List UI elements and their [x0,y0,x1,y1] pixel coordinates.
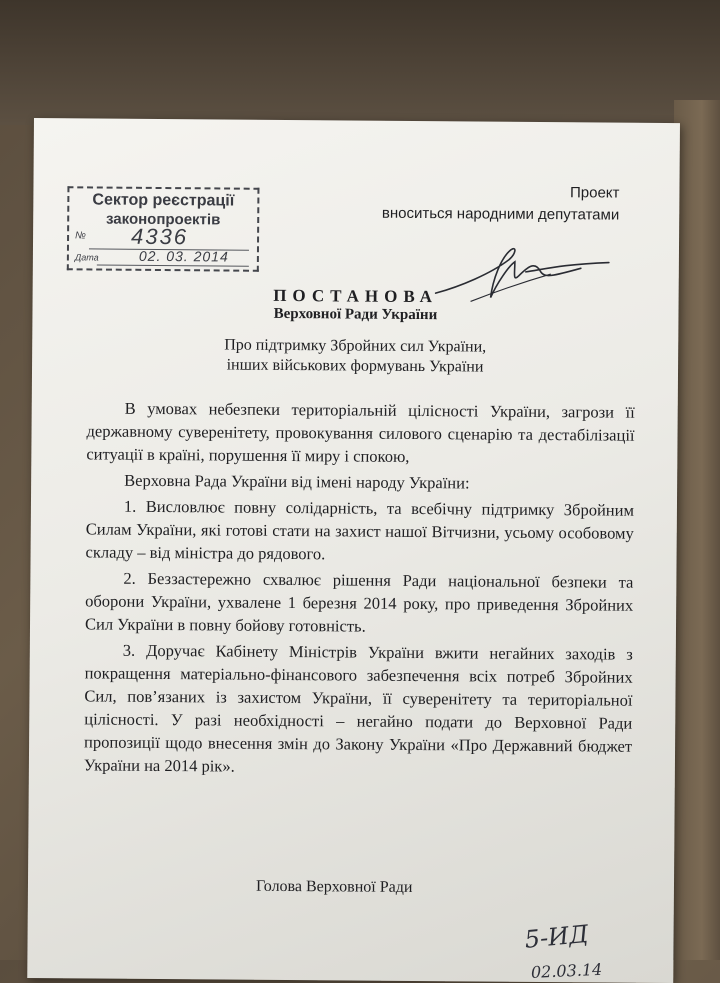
table-background-top [0,0,720,125]
document-topic [32,334,678,379]
stamp-date-rule [97,264,249,266]
project-submitter: вноситься народними депутатами [381,204,620,224]
stamp-number: 4336 [130,223,189,250]
stamp-subtitle: законопроектів [106,210,221,229]
handnote-line-1: 5-ИД [523,919,590,954]
handnote-line-2: 02.03.14 [530,959,603,982]
topic-line-2: інших військових формувань України [226,356,484,376]
stamp-date-label: Дата [74,252,99,263]
signature-line: Голова Верховної Ради [255,877,413,896]
stamp-date: 02. 03. 2014 [138,247,229,265]
handwritten-note [517,912,638,983]
stamp-number-label: № [75,230,86,242]
project-note [382,181,620,227]
body-paragraph-preamble: В умовах небезпеки територіальній цілісності України, загрози її державному суверенітету, провокування силового сценарію та дестабілізації ситуації в країні, порушення її миру і спокою, [86,398,635,466]
topic-line-1: Про підтримку Збройних сил України, [224,336,487,356]
document-page [27,118,680,983]
document-subtitle: Верховної Ради України [273,305,438,324]
document-title: ПОСТАНОВА [273,285,439,307]
body-paragraph-item-1: 1. Висловлює повну солідарність, та всебічну підтримку Збройним Силам України, які готові стати на захист нашої Вітчизни, усьому особовому складу – від міністра до рядового. [85,496,635,564]
stamp-title: Сектор реєстрації [92,191,235,210]
document-body [84,396,635,783]
body-paragraph-resolution: Верховна Рада України від імені народу України: [124,470,470,493]
registration-stamp [67,186,260,272]
project-label: Проект [569,184,620,202]
table-background-right [674,100,720,960]
body-paragraph-item-3: 3. Доручає Кабінету Міністрів України вжити негайних заходів з покращення матеріально-фінансового забезпечення всіх потреб Збройних Сил, пов’язаних із захистом України, її суверенітету та територіальної цілісності. У разі необхідності – негайно подати до Верховної Ради пропозиції щодо внесення змін до Закону України «Про Державний бюджет України на 2014 рік». [83,640,633,776]
body-paragraph-item-2: 2. Беззастережно схвалює рішення Ради національної безпеки та оборони України, ухвалене 1 березня 2014 року, про приведення Збройних Сил України в повну бойову готовність. [84,568,634,636]
